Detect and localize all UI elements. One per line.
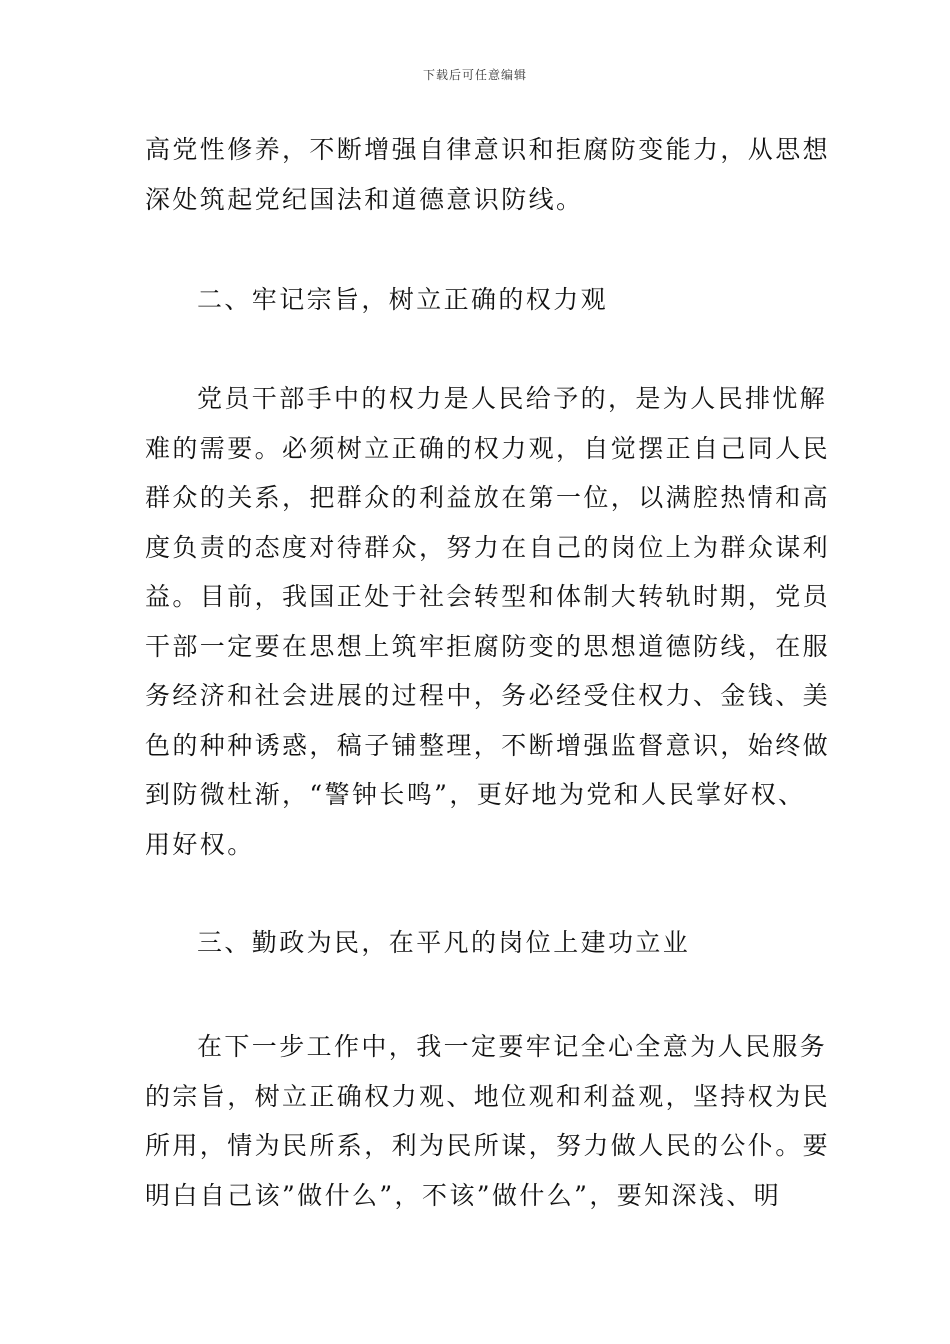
- section-heading-3: [145, 918, 815, 968]
- heading-text: 三、勤政为民，在平凡的岗位上建功立业: [197, 928, 691, 957]
- text-line: 干部一定要在思想上筑牢拒腐防变的思想道德防线，在服: [145, 631, 831, 661]
- text-line: 明白自己该”做什么”，不该”做什么”，要知深浅、明: [145, 1180, 782, 1210]
- text-line: 所用，情为民所系，利为民所谋，努力做人民的公仆。要: [145, 1131, 831, 1160]
- heading-text: 二、牢记宗旨，树立正确的权力观: [197, 285, 609, 314]
- page-header: 下载后可任意编辑: [422, 68, 527, 82]
- text-line: 在下一步工作中，我一定要牢记全心全意为人民服务: [197, 1032, 828, 1061]
- text-line: 深处筑起党纪国法和道德意识防线。: [145, 184, 584, 214]
- text-line: 色的种种诱惑，稿子铺整理，不断增强监督意识，始终做: [145, 730, 831, 760]
- paragraph-diligent-governance: [145, 1022, 831, 1220]
- paragraph-continuation: [145, 125, 831, 224]
- text-line: 难的需要。必须树立正确的权力观，自觉摆正自己同人民: [145, 433, 831, 463]
- text-line: 高党性修养，不断增强自律意识和拒腐防变能力，从思想: [145, 135, 831, 164]
- text-line: 群众的关系，把群众的利益放在第一位，以满腔热情和高: [145, 483, 831, 512]
- text-line: 务经济和社会进展的过程中，务必经受住权力、金钱、美: [145, 681, 831, 710]
- section-heading-2: [145, 275, 815, 325]
- text-line: 用好权。: [145, 829, 255, 859]
- text-line: 到防微杜渐，“警钟长鸣”，更好地为党和人民掌好权、: [145, 780, 806, 809]
- paragraph-power-view: [145, 374, 831, 869]
- text-line: 益。目前，我国正处于社会转型和体制大转轨时期，党员: [145, 582, 831, 611]
- text-line: 党员干部手中的权力是人民给予的，是为人民排忧解: [197, 384, 828, 413]
- text-line: 的宗旨，树立正确权力观、地位观和利益观，坚持权为民: [145, 1081, 831, 1111]
- text-line: 度负责的态度对待群众，努力在自己的岗位上为群众谋利: [145, 532, 831, 562]
